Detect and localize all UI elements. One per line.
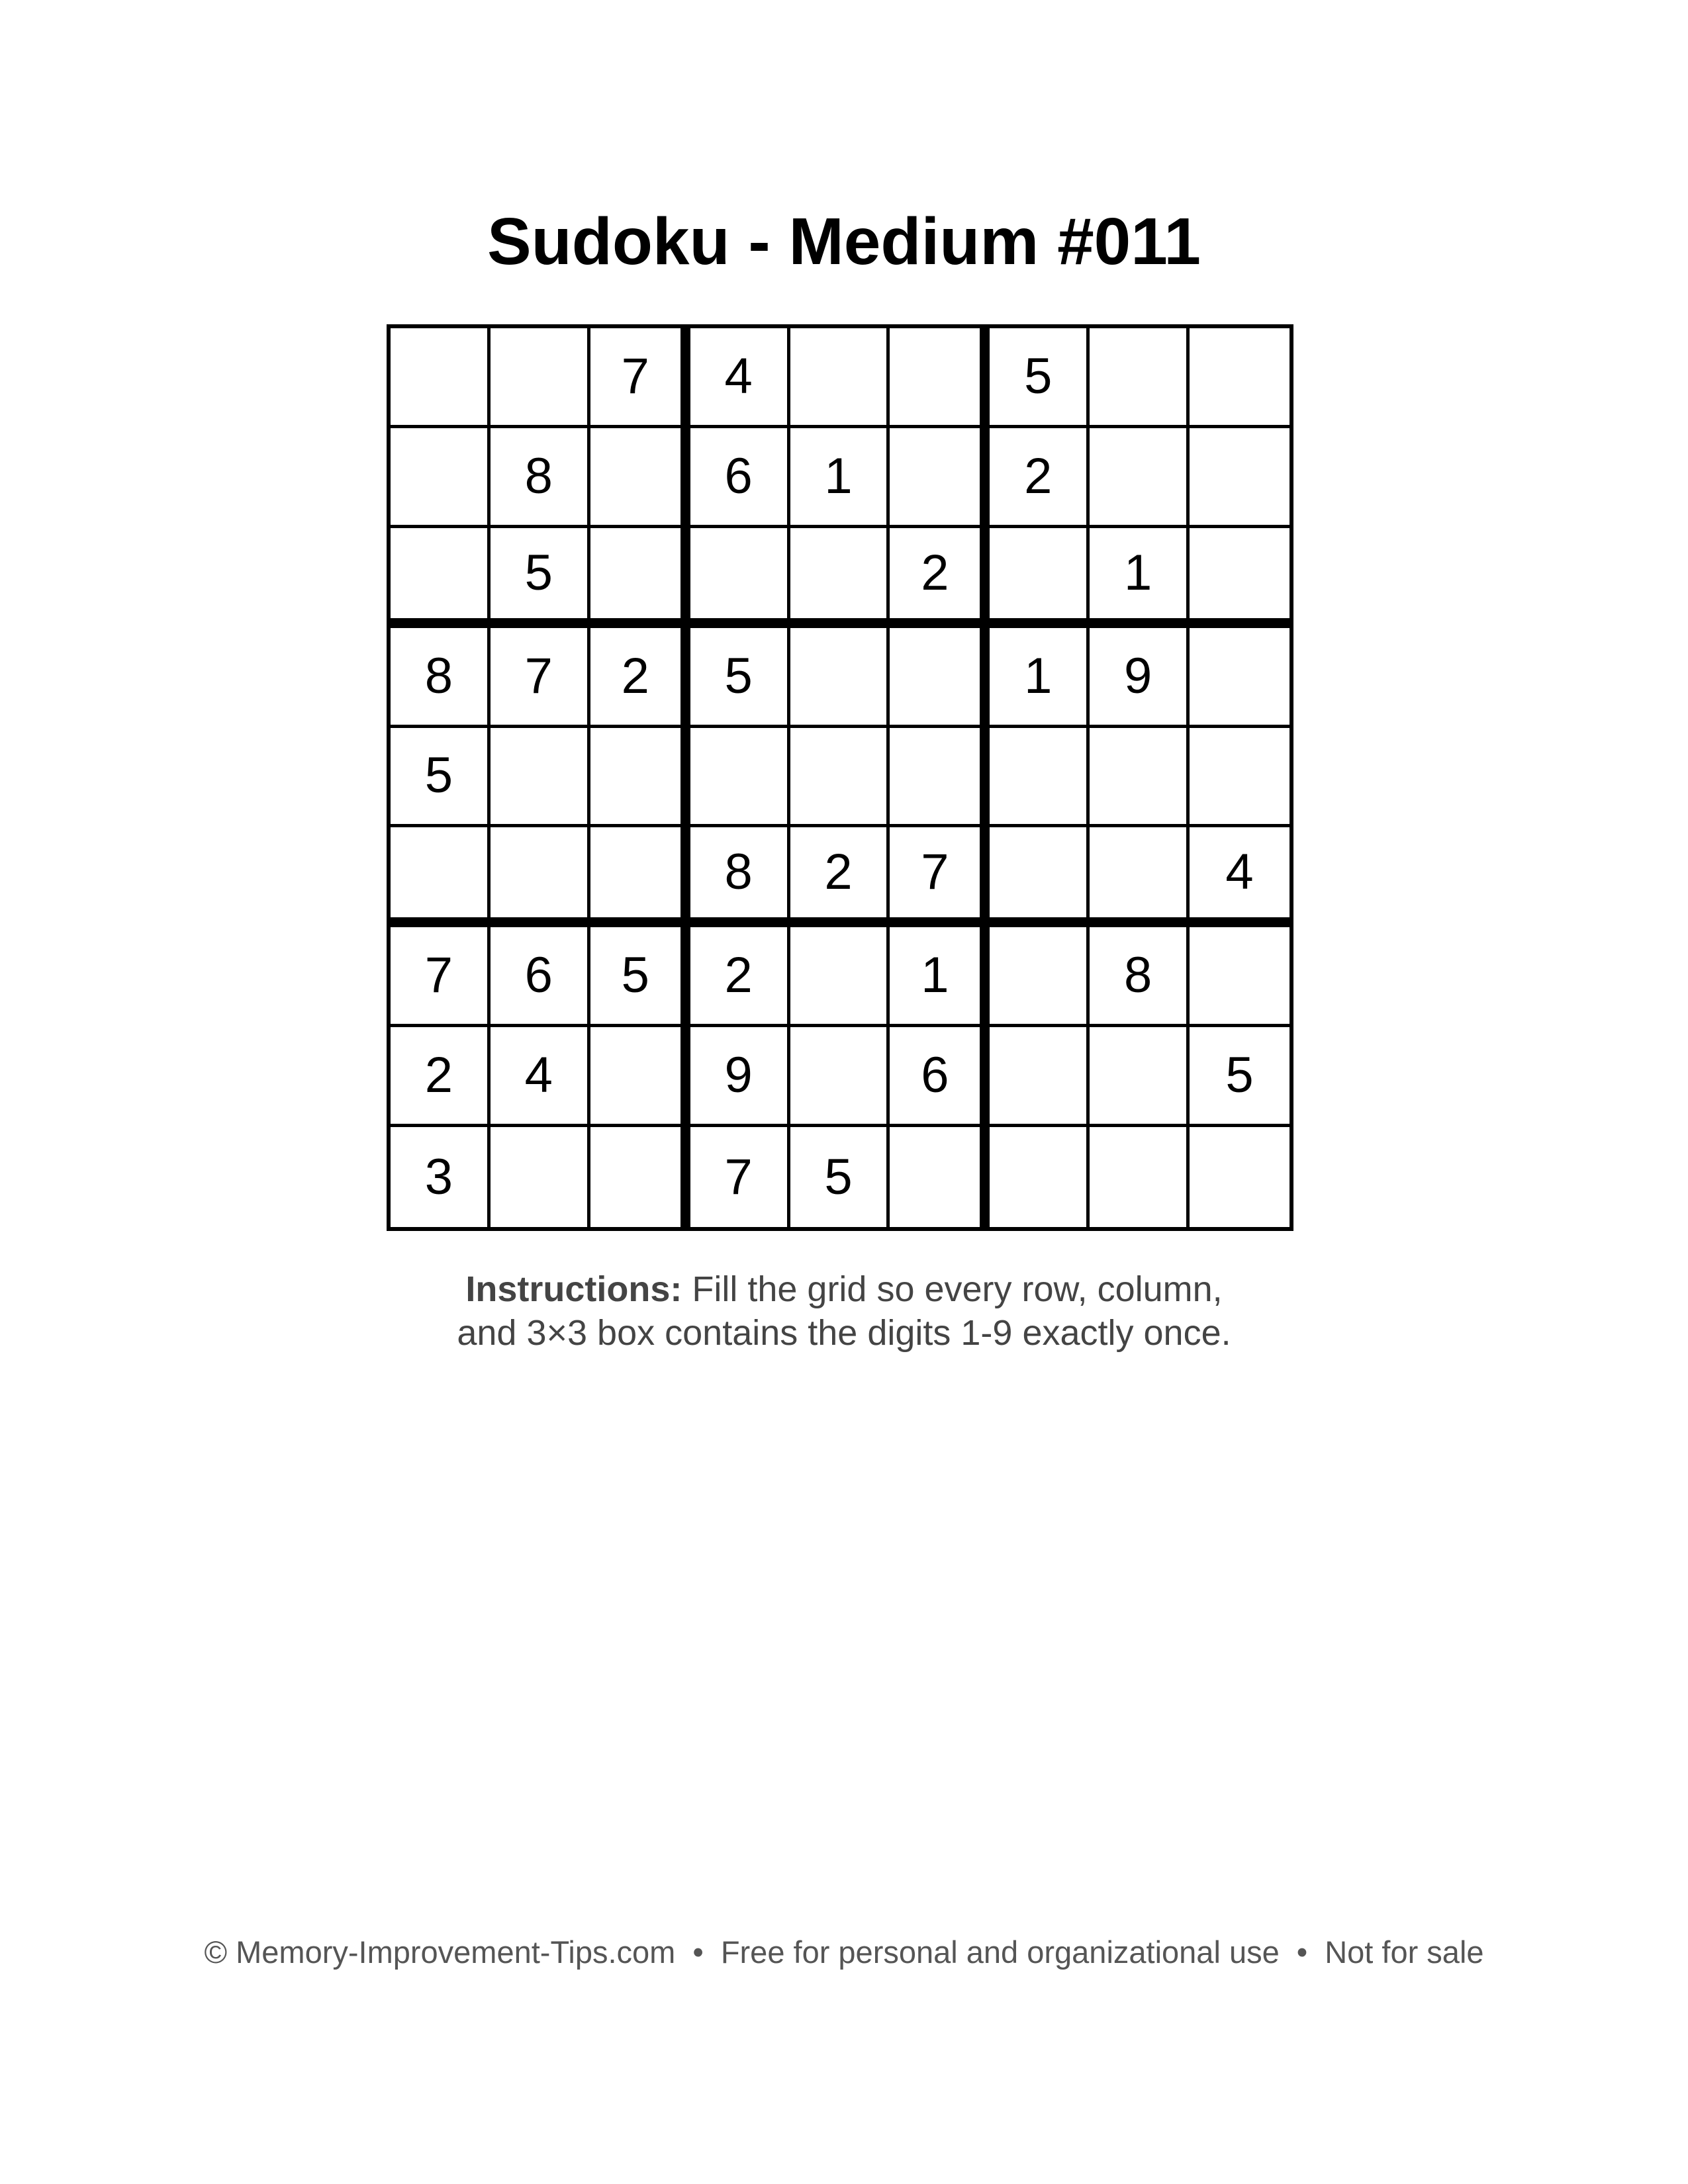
- empty-cell[interactable]: [790, 628, 890, 728]
- given-cell: 2: [890, 528, 990, 628]
- empty-cell[interactable]: [990, 728, 1090, 828]
- empty-cell[interactable]: [990, 1027, 1090, 1127]
- given-cell: 7: [590, 328, 690, 428]
- empty-cell[interactable]: [1090, 328, 1190, 428]
- given-cell: 6: [491, 927, 590, 1027]
- instructions-line-2: and 3×3 box contains the digits 1-9 exactly once.: [457, 1313, 1231, 1353]
- footer-separator: •: [1296, 1934, 1308, 1970]
- footer: [0, 1933, 1688, 1972]
- empty-cell[interactable]: [790, 927, 890, 1027]
- given-cell: 5: [790, 1127, 890, 1227]
- instructions-line-1: [0, 1267, 1688, 1311]
- given-cell: 1: [990, 628, 1090, 728]
- empty-cell[interactable]: [890, 328, 990, 428]
- given-cell: 6: [890, 1027, 990, 1127]
- page-title: Sudoku - Medium #011: [487, 205, 1201, 279]
- instructions: [0, 1267, 1688, 1355]
- empty-cell[interactable]: [391, 827, 491, 927]
- empty-cell[interactable]: [491, 328, 590, 428]
- given-cell: 3: [391, 1127, 491, 1227]
- empty-cell[interactable]: [491, 1127, 590, 1227]
- instructions-label: Instructions:: [465, 1269, 682, 1309]
- empty-cell[interactable]: [590, 1027, 690, 1127]
- given-cell: 8: [491, 428, 590, 528]
- given-cell: 5: [590, 927, 690, 1027]
- given-cell: 7: [890, 827, 990, 927]
- empty-cell[interactable]: [1190, 927, 1289, 1027]
- empty-cell[interactable]: [1190, 528, 1289, 628]
- empty-cell[interactable]: [1190, 728, 1289, 828]
- given-cell: 4: [690, 328, 790, 428]
- empty-cell[interactable]: [790, 728, 890, 828]
- empty-cell[interactable]: [1190, 428, 1289, 528]
- given-cell: 5: [990, 328, 1090, 428]
- empty-cell[interactable]: [1190, 1127, 1289, 1227]
- empty-cell[interactable]: [1190, 628, 1289, 728]
- given-cell: 1: [890, 927, 990, 1027]
- empty-cell[interactable]: [590, 1127, 690, 1227]
- empty-cell[interactable]: [1090, 1127, 1190, 1227]
- given-cell: 8: [391, 628, 491, 728]
- empty-cell[interactable]: [890, 1127, 990, 1227]
- empty-cell[interactable]: [391, 428, 491, 528]
- empty-cell[interactable]: [990, 827, 1090, 927]
- empty-cell[interactable]: [491, 827, 590, 927]
- given-cell: 1: [1090, 528, 1190, 628]
- footer-copyright: © Memory-Improvement-Tips.com: [204, 1934, 676, 1970]
- footer-separator: •: [692, 1934, 704, 1970]
- empty-cell[interactable]: [990, 528, 1090, 628]
- given-cell: 7: [690, 1127, 790, 1227]
- given-cell: 2: [990, 428, 1090, 528]
- given-cell: 5: [690, 628, 790, 728]
- empty-cell[interactable]: [590, 528, 690, 628]
- sudoku-grid: [387, 324, 1293, 1231]
- footer-sale: Not for sale: [1325, 1934, 1484, 1970]
- empty-cell[interactable]: [790, 528, 890, 628]
- given-cell: 2: [590, 628, 690, 728]
- given-cell: 2: [790, 827, 890, 927]
- given-cell: 6: [690, 428, 790, 528]
- empty-cell[interactable]: [391, 328, 491, 428]
- given-cell: 5: [391, 728, 491, 828]
- given-cell: 1: [790, 428, 890, 528]
- empty-cell[interactable]: [890, 428, 990, 528]
- empty-cell[interactable]: [1090, 728, 1190, 828]
- empty-cell[interactable]: [790, 1027, 890, 1127]
- empty-cell[interactable]: [590, 428, 690, 528]
- empty-cell[interactable]: [590, 827, 690, 927]
- given-cell: 5: [491, 528, 590, 628]
- given-cell: 8: [1090, 927, 1190, 1027]
- given-cell: 7: [491, 628, 590, 728]
- empty-cell[interactable]: [491, 728, 590, 828]
- empty-cell[interactable]: [590, 728, 690, 828]
- empty-cell[interactable]: [391, 528, 491, 628]
- empty-cell[interactable]: [990, 927, 1090, 1027]
- given-cell: 8: [690, 827, 790, 927]
- given-cell: 2: [391, 1027, 491, 1127]
- empty-cell[interactable]: [1190, 328, 1289, 428]
- empty-cell[interactable]: [690, 528, 790, 628]
- given-cell: 5: [1190, 1027, 1289, 1127]
- given-cell: 9: [690, 1027, 790, 1127]
- empty-cell[interactable]: [1090, 428, 1190, 528]
- given-cell: 2: [690, 927, 790, 1027]
- footer-usage: Free for personal and organizational use: [720, 1934, 1280, 1970]
- given-cell: 9: [1090, 628, 1190, 728]
- empty-cell[interactable]: [890, 728, 990, 828]
- empty-cell[interactable]: [890, 628, 990, 728]
- empty-cell[interactable]: [1090, 827, 1190, 927]
- given-cell: 4: [491, 1027, 590, 1127]
- empty-cell[interactable]: [1090, 1027, 1190, 1127]
- empty-cell[interactable]: [690, 728, 790, 828]
- instructions-text-1: Fill the grid so every row, column,: [692, 1269, 1223, 1309]
- empty-cell[interactable]: [990, 1127, 1090, 1227]
- given-cell: 4: [1190, 827, 1289, 927]
- given-cell: 7: [391, 927, 491, 1027]
- empty-cell[interactable]: [790, 328, 890, 428]
